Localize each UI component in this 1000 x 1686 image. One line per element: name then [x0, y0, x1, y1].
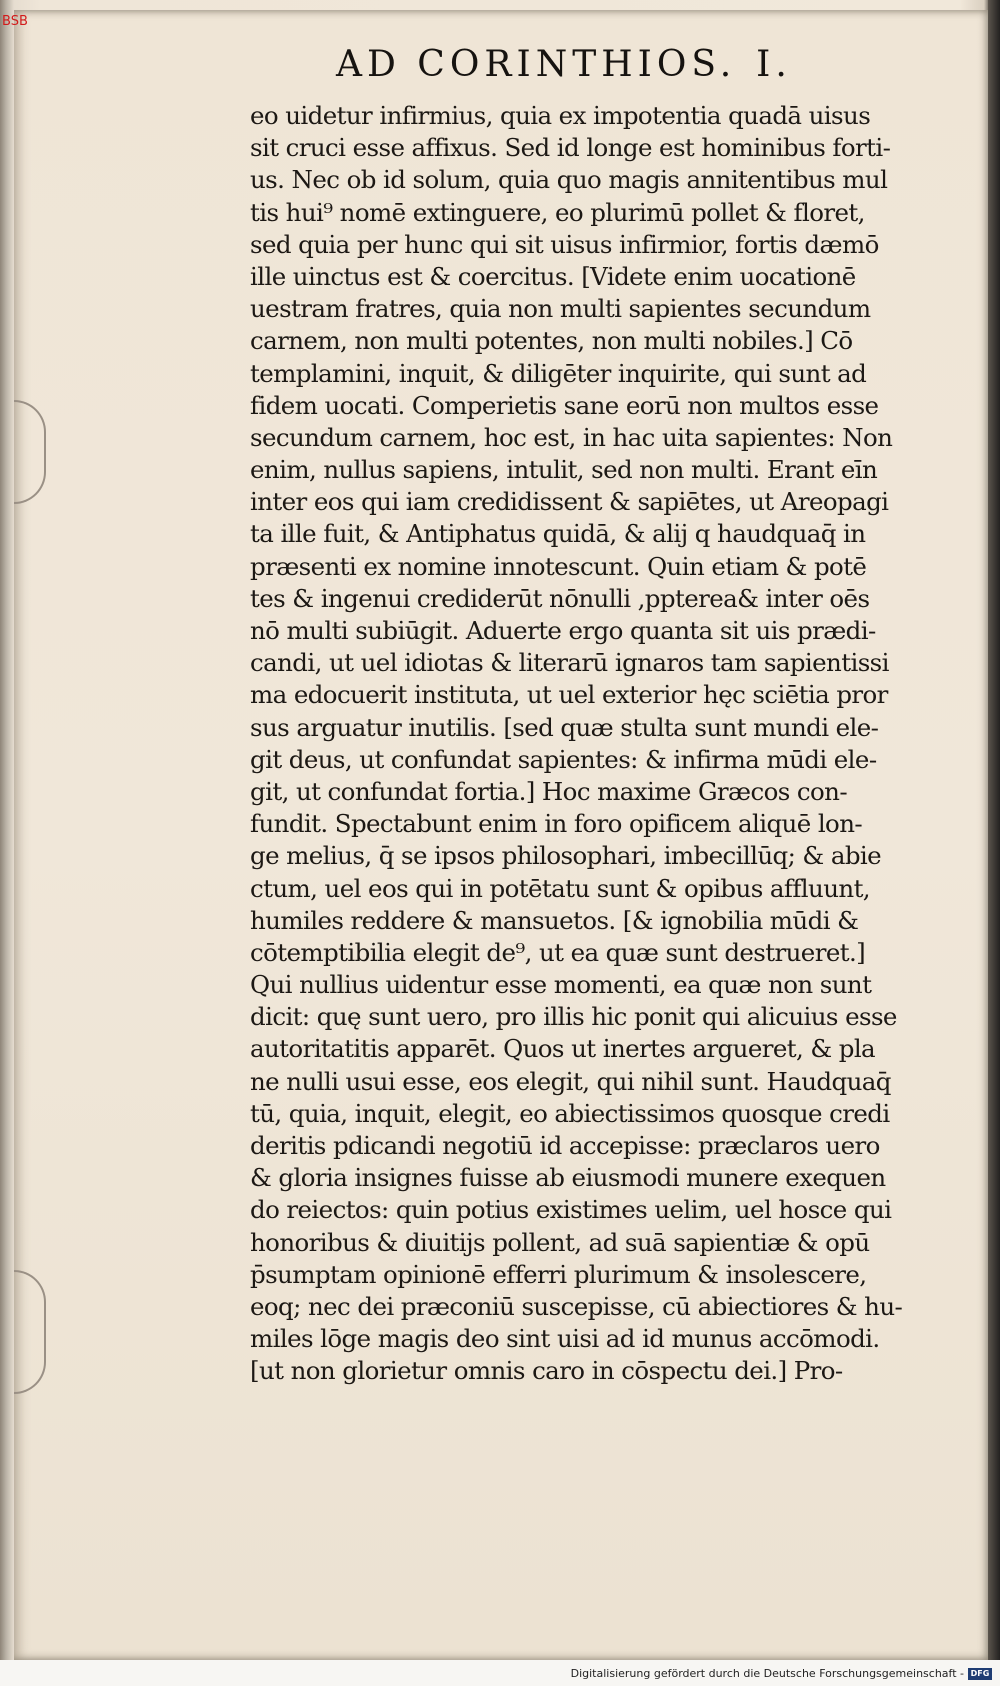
text-line: ctum, uel eos qui in potētatu sunt & opibus affluunt,: [250, 873, 870, 903]
text-line: miles lōge magis deo sint uisi ad id munus accōmodi.: [250, 1324, 880, 1354]
text-line: git deus, ut confundat sapientes: & infirma mūdi ele-: [250, 744, 877, 774]
running-head: [336, 44, 896, 85]
body-text: [250, 100, 965, 1388]
text-line: fidem uocati. Comperietis sane eorū non multos esse: [250, 390, 879, 420]
text-line: deritis pdicandi negotiū id accepisse: præclaros uero: [250, 1131, 880, 1160]
text-line: secundum carnem, hoc est, in hac uita sapientes: Non: [250, 422, 893, 452]
text-line: git, ut confundat fortia.] Hoc maxime Græcos con-: [250, 776, 848, 806]
text-line: enim, nullus sapiens, intulit, sed non multi. Erant eīn: [250, 455, 878, 485]
text-line: præsenti ex nomine innotescunt. Quin etiam & potē: [250, 551, 867, 581]
text-line: eo uidetur infirmius, quia ex impotentia quadā uisus: [250, 101, 871, 130]
text-line: cōtemptibilia elegit de⁹, ut ea quæ sunt destrueret.]: [250, 937, 866, 967]
text-line: tes & ingenui crediderūt nōnulli ,ppterea& inter oēs: [250, 583, 870, 613]
text-line: tis hui⁹ nomē extinguere, eo plurimū pollet & floret,: [250, 197, 865, 227]
running-head-folio: I.: [756, 44, 792, 85]
dfg-logo-icon: DFG: [968, 1668, 992, 1680]
text-line: inter eos qui iam credidissent & sapiētes, ut Areopagi: [250, 487, 889, 517]
text-line: sed quia per hunc qui sit uisus infirmior, fortis dæmō: [250, 229, 879, 259]
text-line: honoribus & diuitijs pollent, ad suā sapientiæ & opū: [250, 1227, 870, 1257]
text-line: ne nulli usui esse, eos elegit, qui nihil sunt. Haudquaq̄: [250, 1066, 891, 1096]
credit-text: Digitalisierung gefördert durch die Deutsche Forschungsgemeinschaft -: [570, 1667, 964, 1680]
text-line: candi, ut uel idiotas & literarū ignaros tam sapientissi: [250, 648, 889, 678]
text-line: carnem, non multi potentes, non multi nobiles.] Cō: [250, 326, 853, 356]
text-line: ma edocuerit instituta, ut uel exterior hęc sciētia pror: [250, 680, 888, 710]
library-stamp: BSB: [2, 14, 28, 29]
text-line: [ut non glorietur omnis caro in cōspectu dei.] Pro-: [250, 1356, 843, 1386]
text-line: eoq; nec dei præconiū suscepisse, cū abiectiores & hu-: [250, 1291, 903, 1321]
digitization-credit: [571, 1667, 992, 1680]
text-line: sus arguatur inutilis. [sed quæ stulta sunt mundi ele-: [250, 712, 879, 742]
text-line: nō multi subiūgit. Aduerte ergo quanta sit uis prædi-: [250, 616, 876, 645]
text-line: tū, quia, inquit, elegit, eo abiectissimos quosque credi: [250, 1098, 890, 1128]
text-line: uestram fratres, quia non multi sapientes secundum: [250, 294, 871, 324]
book-edge: [988, 0, 1000, 1686]
page-tab-top: [14, 400, 46, 504]
text-line: dicit: quę sunt uero, pro illis hic ponit qui alicuius esse: [250, 1002, 897, 1032]
text-line: do reiectos: quin potius existimes uelim, uel hosce qui: [250, 1195, 892, 1225]
text-line: templamini, inquit, & diligēter inquirite, qui sunt ad: [250, 358, 867, 388]
text-line: fundit. Spectabunt enim in foro opificem aliquē lon-: [250, 809, 863, 839]
text-line: ille uinctus est & coercitus. [Videte enim uocationē: [250, 261, 856, 291]
text-line: & gloria insignes fuisse ab eiusmodi munere exequen: [250, 1163, 886, 1193]
text-line: sit cruci esse affixus. Sed id longe est hominibus forti-: [250, 133, 891, 163]
text-line: p̄sumptam opinionē efferri plurimum & insolescere,: [250, 1259, 867, 1289]
text-line: ta ille fuit, & Antiphatus quidā, & alij q haudquaq̄ in: [250, 519, 866, 549]
text-line: autoritatitis apparēt. Quos ut inertes argueret, & pla: [250, 1034, 876, 1064]
running-head-title: AD CORINTHIOS.: [336, 44, 737, 85]
text-line: Qui nullius uidentur esse momenti, ea quæ non sunt: [250, 970, 872, 1000]
text-line: us. Nec ob id solum, quia quo magis annitentibus mul: [250, 165, 888, 195]
text-line: humiles reddere & mansuetos. [& ignobilia mūdi &: [250, 905, 859, 935]
page-tab-bottom: [14, 1270, 46, 1394]
text-line: ge melius, q̄ se ipsos philosophari, imbecillūq; & abie: [250, 841, 882, 871]
